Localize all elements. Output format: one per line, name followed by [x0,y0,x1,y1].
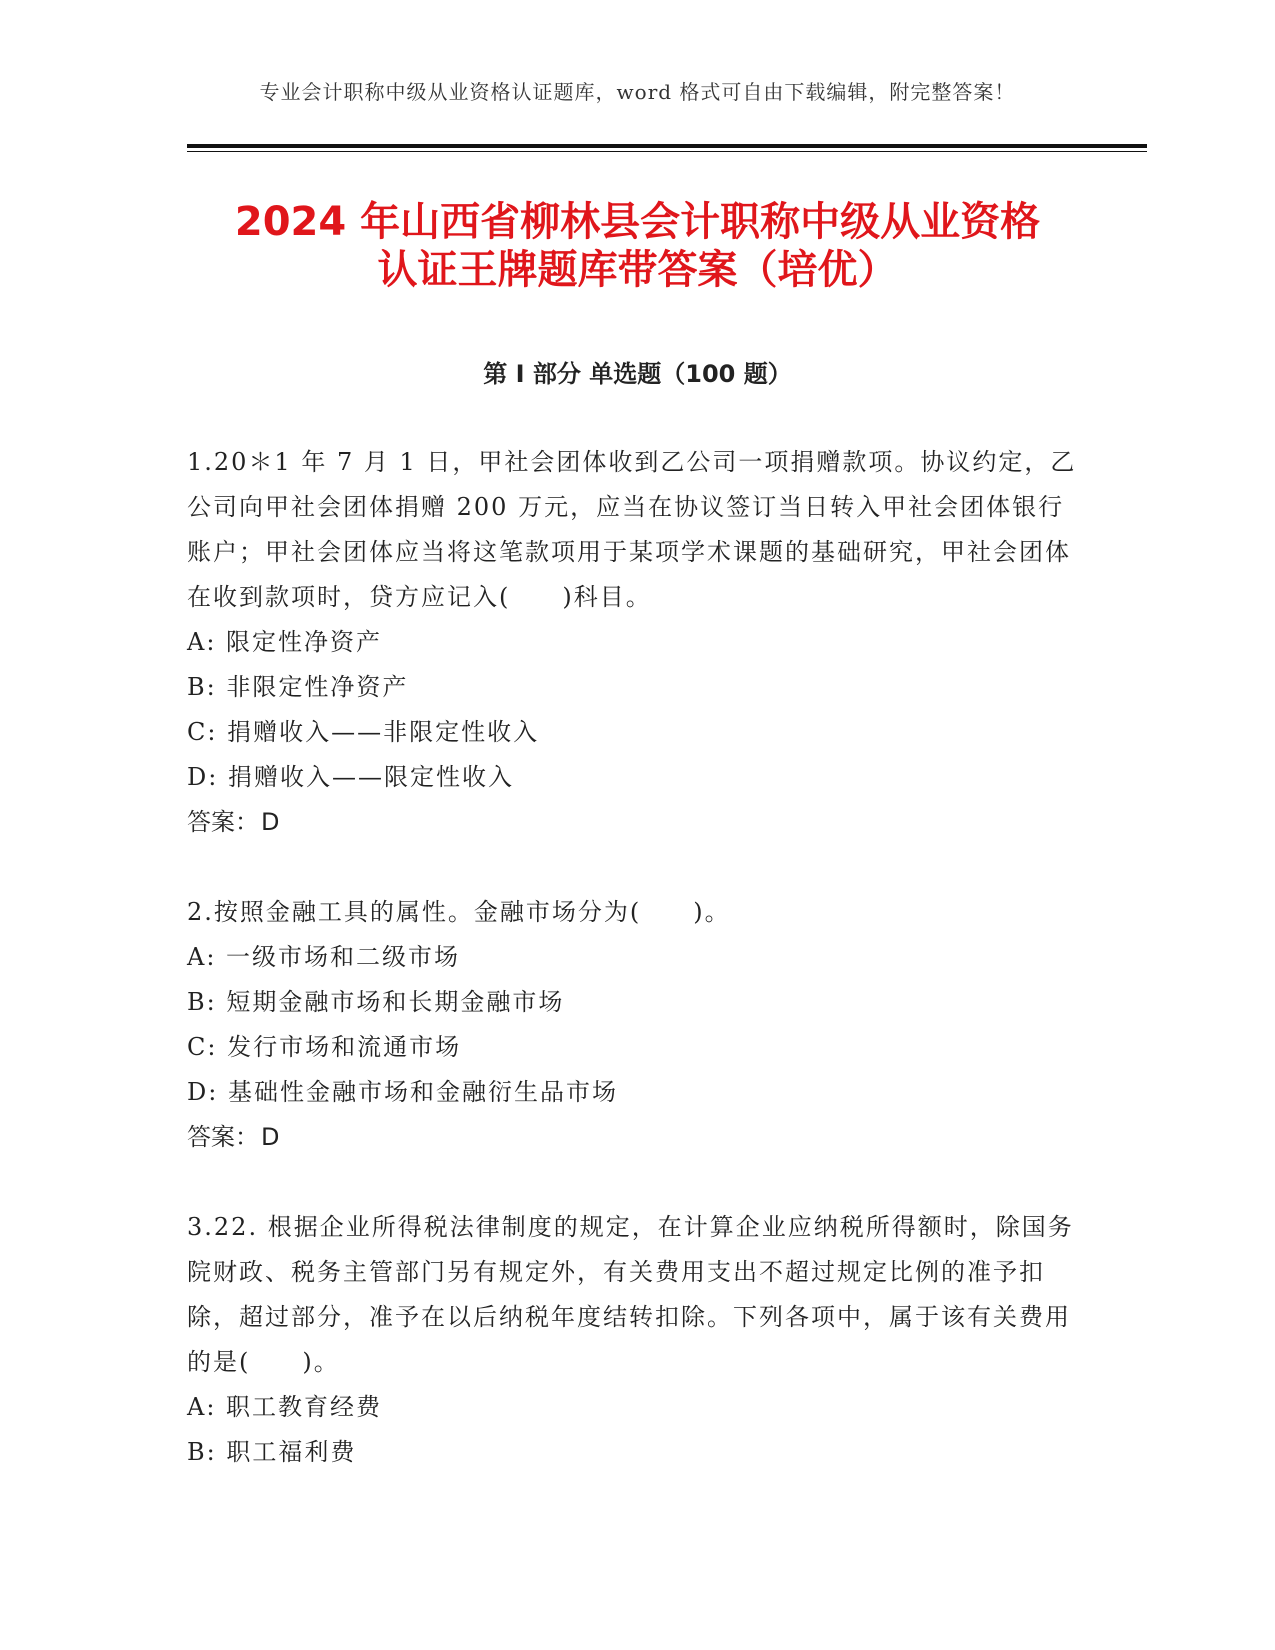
option-d: D: 捐赠收入——限定性收入 [187,763,514,791]
question-stem: 3.22. 根据企业所得税法律制度的规定，在计算企业应纳税所得额时，除国务院财政、税务主管部门另有规定外，有关费用支出不超过规定比例的准予扣除，超过部分，准予在以后纳税年度结转扣除。下列各项中，属于该有关费用的是( )。 [187,1213,1074,1376]
option-a: A: 一级市场和二级市场 [187,943,461,971]
option-b: B: 短期金融市场和长期金融市场 [187,988,565,1016]
question-3 [187,1205,1077,1475]
answer-value: D [261,1123,280,1151]
answer-label: 答案： [187,1123,259,1151]
question-stem: 1.20＊1 年 7 月 1 日，甲社会团体收到乙公司一项捐赠款项。协议约定，乙公司向甲社会团体捐赠 200 万元，应当在协议签订当日转入甲社会团体银行账户；甲社会团体应当将这笔款项用于某项学术课题的基础研究，甲社会团体在收到款项时，贷方应记入( )科目。 [187,448,1077,611]
header-rule-thin [187,151,1147,152]
header-rule-thick [187,144,1147,148]
answer-line [187,800,1077,845]
option-b: B: 非限定性净资产 [187,673,409,701]
answer-value: D [261,808,280,836]
option-a: A: 限定性净资产 [187,628,383,656]
header-note: 专业会计职称中级从业资格认证题库，word 格式可自由下载编辑，附完整答案！ [259,80,1016,104]
part-heading: 第 I 部分 单选题（100 题） [483,360,792,388]
answer-label: 答案： [187,808,259,836]
option-a: A: 职工教育经费 [187,1393,383,1421]
option-c: C: 发行市场和流通市场 [187,1033,462,1061]
question-1 [187,440,1077,845]
question-list [187,440,1077,1520]
answer-line [187,1115,1077,1160]
question-stem: 2.按照金融工具的属性。金融市场分为( )。 [187,898,731,926]
document-title [150,198,1125,294]
option-b: B: 职工福利费 [187,1438,357,1466]
title-line-1: 2024 年山西省柳林县会计职称中级从业资格 [234,199,1041,245]
title-line-2: 认证王牌题库带答案（培优） [377,247,898,293]
option-c: C: 捐赠收入——非限定性收入 [187,718,540,746]
option-d: D: 基础性金融市场和金融衍生品市场 [187,1078,618,1106]
question-2 [187,890,1077,1160]
